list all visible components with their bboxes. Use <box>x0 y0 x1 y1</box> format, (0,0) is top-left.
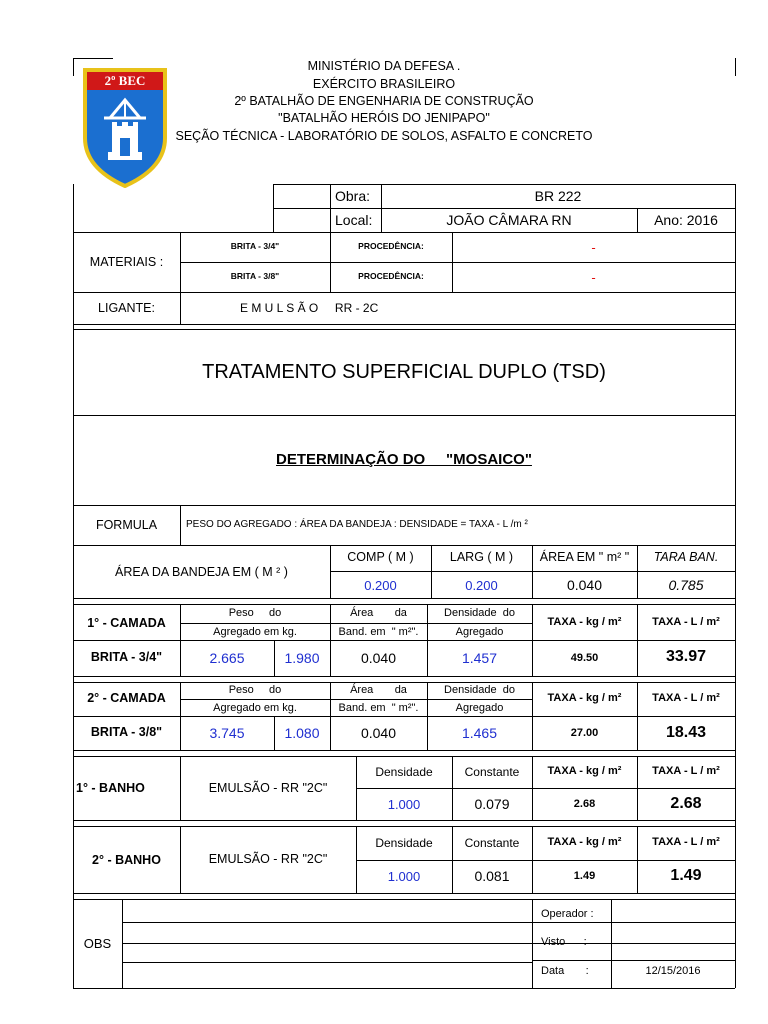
header-section: SEÇÃO TÉCNICA - LABORATÓRIO DE SOLOS, ASFALTO E CONCRETO <box>175 129 593 143</box>
title-top-rule <box>73 329 735 330</box>
materiais-div-1 <box>180 232 181 292</box>
camada2-top-rule <box>73 682 735 683</box>
banho1-dens-label: Densidade <box>375 765 433 779</box>
camada2-taxa-kg: 27.00 <box>570 727 599 739</box>
header-rule-left <box>73 58 113 59</box>
form-border-right <box>735 184 736 988</box>
procedencia-value-2: - <box>591 270 596 285</box>
header-battalion: 2º BATALHÃO DE ENGENHARIA DE CONSTRUÇÃO <box>234 94 534 108</box>
bandeja-label: ÁREA DA BANDEJA EM ( M ² ) <box>115 565 288 579</box>
camada1-top-rule <box>73 604 735 605</box>
camada2-peso-header-2: Agregado em kg. <box>213 702 297 714</box>
camada1-taxa-kg: 49.50 <box>570 652 599 664</box>
camada1-taxa-l: 33.97 <box>665 648 707 665</box>
camada1-dens-header-2: Agregado <box>455 626 504 638</box>
emblem-badge-text: 2º BEC <box>104 73 146 88</box>
subtitle-bottom-rule <box>73 505 735 506</box>
obs-line-1 <box>122 922 735 923</box>
banho1-bottom-rule <box>73 820 735 821</box>
camada2-taxa-l-header: TAXA - L / m² <box>652 692 720 704</box>
camada1-bottom-rule <box>73 676 735 677</box>
page-title: TRATAMENTO SUPERFICIAL DUPLO (TSD) <box>202 361 606 383</box>
procedencia-label-2: PROCEDÊNCIA: <box>358 271 424 281</box>
camada1-area: 0.040 <box>360 650 397 666</box>
bandeja-bottom-rule <box>73 598 735 599</box>
formula-text: PESO DO AGREGADO : ÁREA DA BANDEJA : DENSIDADE = TAXA - L /m ² <box>186 519 528 530</box>
obra-value: BR 222 <box>534 188 582 204</box>
camada2-bottom-rule <box>73 750 735 751</box>
banho2-taxa-kg: 1.49 <box>573 870 596 882</box>
title-bottom-rule <box>73 415 735 416</box>
info-bottom-rule <box>73 232 735 233</box>
banho2-constante: 0.081 <box>474 868 510 884</box>
form-bottom-rule <box>73 988 735 989</box>
camada2-area-header-1: Área da <box>350 684 407 696</box>
comp-value: 0.200 <box>364 578 397 593</box>
banho1-taxa-l: 2.68 <box>670 795 702 812</box>
obs-line-2 <box>122 943 735 944</box>
ligante-value: E M U L S Ã O RR - 2C <box>240 301 379 315</box>
obs-div-2 <box>532 899 533 988</box>
materiais-div-2 <box>330 232 331 292</box>
banho1-densidade: 1.000 <box>387 797 421 812</box>
header-battalion-nickname: "BATALHÃO HERÓIS DO JENIPAPO" <box>278 111 490 125</box>
banho1-const-label: Constante <box>464 765 520 779</box>
banho2-taxa-kg-header: TAXA - kg / m² <box>547 836 622 848</box>
area-value: 0.040 <box>566 577 603 593</box>
banho1-label: 1° - BANHO <box>76 781 145 795</box>
materiais-label: MATERIAIS : <box>89 255 164 269</box>
header-ministry: MINISTÉRIO DA DEFESA . <box>307 59 461 73</box>
obs-top-rule <box>73 899 735 900</box>
data-label: Data : <box>541 965 589 977</box>
camada2-dens-header-1: Densidade do <box>444 684 515 696</box>
banho2-emulsao: EMULSÃO - RR "2C" <box>208 852 328 866</box>
camada1-peso: 2.665 <box>209 650 245 666</box>
ligante-label: LIGANTE: <box>98 301 155 315</box>
camada2-peso: 3.745 <box>209 725 245 741</box>
banho2-bottom-rule <box>73 893 735 894</box>
formula-div <box>180 505 181 545</box>
material-brita-34: BRITA - 3/4" <box>230 241 280 251</box>
tara-label: TARA BAN. <box>653 550 719 564</box>
camada2-extra: 1.080 <box>284 725 320 741</box>
camada1-div-4 <box>532 604 533 676</box>
banho2-densidade: 1.000 <box>387 869 421 884</box>
camada2-material: BRITA - 3/8" <box>90 725 163 739</box>
info-div-2 <box>330 184 331 232</box>
camada2-dens-header-2: Agregado <box>455 702 504 714</box>
camada2-area-header-2: Band. em " m²". <box>338 702 419 714</box>
materiais-bottom-rule <box>73 292 735 293</box>
banho1-taxa-l-header: TAXA - L / m² <box>652 765 720 777</box>
local-label: Local: <box>335 212 373 228</box>
ligante-bottom-rule <box>73 324 735 325</box>
info-top-rule <box>273 184 735 185</box>
camada2-taxa-kg-header: TAXA - kg / m² <box>547 692 622 704</box>
obs-line-3b <box>532 960 735 961</box>
camada1-taxa-kg-header: TAXA - kg / m² <box>547 616 622 628</box>
banho2-mid-rule <box>356 860 735 861</box>
banho1-constante: 0.079 <box>474 796 510 812</box>
obra-label: Obra: <box>335 188 371 204</box>
operador-label: Operador : <box>541 908 594 920</box>
camada1-header-bottom <box>73 640 735 641</box>
camada1-label: 1° - CAMADA <box>87 616 166 630</box>
materiais-mid-rule <box>180 262 735 263</box>
banho1-emulsao: EMULSÃO - RR "2C" <box>208 781 328 795</box>
camada1-peso-header-2: Agregado em kg. <box>213 626 297 638</box>
larg-value: 0.200 <box>465 578 498 593</box>
camada2-densidade: 1.465 <box>461 725 498 741</box>
camada1-area-header-2: Band. em " m²". <box>338 626 419 638</box>
obs-line-3 <box>122 962 532 963</box>
banho2-taxa-l-header: TAXA - L / m² <box>652 836 720 848</box>
tara-value: 0.785 <box>668 577 704 593</box>
camada1-dens-header-1: Densidade do <box>444 607 515 619</box>
banho2-dens-label: Densidade <box>375 836 433 850</box>
banho2-const-label: Constante <box>464 836 520 850</box>
banho2-top-rule <box>73 826 735 827</box>
procedencia-label-1: PROCEDÊNCIA: <box>358 241 424 251</box>
obs-label: OBS <box>83 936 112 951</box>
camada1-taxa-l-header: TAXA - L / m² <box>652 616 720 628</box>
camada1-densidade: 1.457 <box>461 650 498 666</box>
camada1-area-header-1: Área da <box>350 607 407 619</box>
material-brita-38: BRITA - 3/8" <box>230 271 280 281</box>
camada1-extra: 1.980 <box>284 650 320 666</box>
banho1-mid-rule <box>356 788 735 789</box>
area-label: ÁREA EM " m² " <box>539 550 630 564</box>
camada2-header-bottom <box>73 716 735 717</box>
camada2-header-mid <box>180 699 532 700</box>
banho1-taxa-kg-header: TAXA - kg / m² <box>547 765 622 777</box>
camada1-peso-header-1: Peso do <box>228 607 282 619</box>
camada2-peso-header-1: Peso do <box>228 684 282 696</box>
ano-value: Ano: 2016 <box>654 212 718 228</box>
procedencia-value-1: - <box>591 240 596 255</box>
camada2-label: 2° - CAMADA <box>87 691 166 705</box>
header-army: EXÉRCITO BRASILEIRO <box>312 77 456 91</box>
camada1-header-mid <box>180 623 532 624</box>
section-subtitle: DETERMINAÇÃO DO "MOSAICO" <box>276 451 532 468</box>
camada2-area: 0.040 <box>360 725 397 741</box>
local-value: JOÃO CÂMARA RN <box>446 212 572 228</box>
banho2-taxa-l: 1.49 <box>670 867 702 884</box>
comp-label: COMP ( M ) <box>347 550 414 564</box>
camada1-material: BRITA - 3/4" <box>90 650 163 664</box>
camada1-div-5 <box>637 604 638 676</box>
obs-div-1 <box>122 899 123 988</box>
unit-emblem-icon <box>82 68 168 188</box>
ligante-div <box>180 292 181 324</box>
data-value: 12/15/2016 <box>645 965 701 977</box>
formula-bottom-rule <box>73 545 735 546</box>
camada2-taxa-l: 18.43 <box>665 724 707 741</box>
banho1-taxa-kg: 2.68 <box>573 798 596 810</box>
banho2-label: 2° - BANHO <box>92 853 161 867</box>
info-mid-rule <box>273 208 735 209</box>
larg-label: LARG ( M ) <box>449 550 514 564</box>
info-div-1 <box>273 184 274 232</box>
formula-label: FORMULA <box>95 518 158 532</box>
visto-label: Visto : <box>541 936 587 948</box>
banho1-top-rule <box>73 756 735 757</box>
